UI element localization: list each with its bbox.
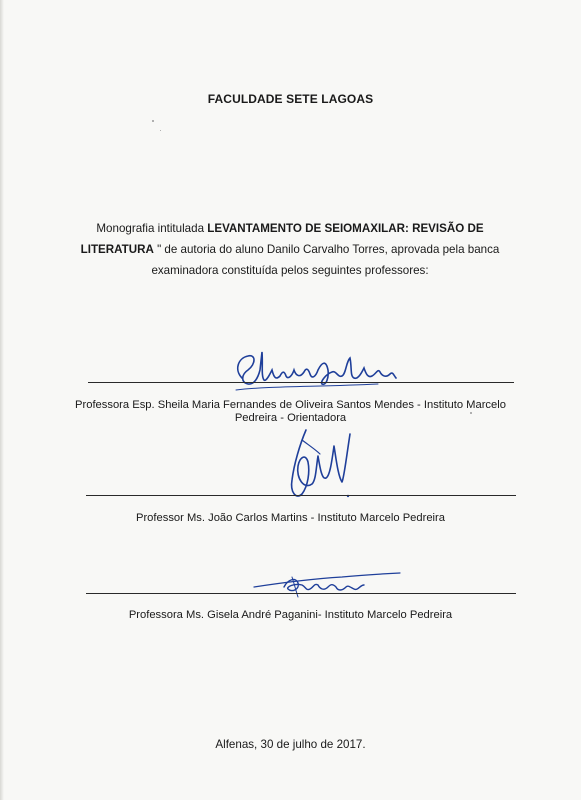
- approval-line2: " de autoria do aluno Danilo Carvalho Torres, aprovada pela banca: [153, 243, 500, 256]
- committee-member-3: [0, 609, 581, 622]
- signature-stroke: [236, 384, 378, 390]
- monograph-title-part2: LITERATURA: [80, 243, 154, 256]
- member-1-name: Professora Esp. Sheila Maria Fernandes de Oliveira Santos Mendes - Instituto Marcelo: [75, 399, 506, 411]
- scan-speck: [160, 130, 161, 131]
- member-1-role: Pedreira - Orientadora: [234, 412, 347, 424]
- committee-member-2: [0, 512, 581, 525]
- signature-stroke: [238, 352, 396, 384]
- signature-stroke: [302, 440, 320, 454]
- institution-name: FACULDADE SETE LAGOAS: [207, 92, 374, 106]
- approval-statement: [80, 218, 500, 281]
- approval-prefix: Monografia intitulada: [96, 222, 208, 235]
- signature-sheila: [228, 340, 408, 400]
- signature-gisela: [250, 565, 410, 601]
- signature-line-1: [88, 382, 514, 383]
- scan-speck: [152, 120, 154, 122]
- signature-stroke: [254, 573, 400, 587]
- signature-joao-carlos: [280, 420, 370, 510]
- approval-line3: examinadora constituída pelos seguintes professores:: [151, 264, 429, 277]
- place-and-date: Alfenas, 30 de julho de 2017.: [215, 738, 366, 751]
- signature-line-2: [86, 495, 516, 496]
- member-2-name: Professor Ms. João Carlos Martins - Instituto Marcelo Pedreira: [135, 512, 445, 524]
- signature-stroke: [292, 430, 350, 496]
- member-3-name: Professora Ms. Gisela André Paganini- Instituto Marcelo Pedreira: [128, 609, 453, 621]
- monograph-title-part1: LEVANTAMENTO DE SEIOMAXILAR: REVISÃO DE: [207, 222, 484, 235]
- signature-line-3: [86, 593, 516, 594]
